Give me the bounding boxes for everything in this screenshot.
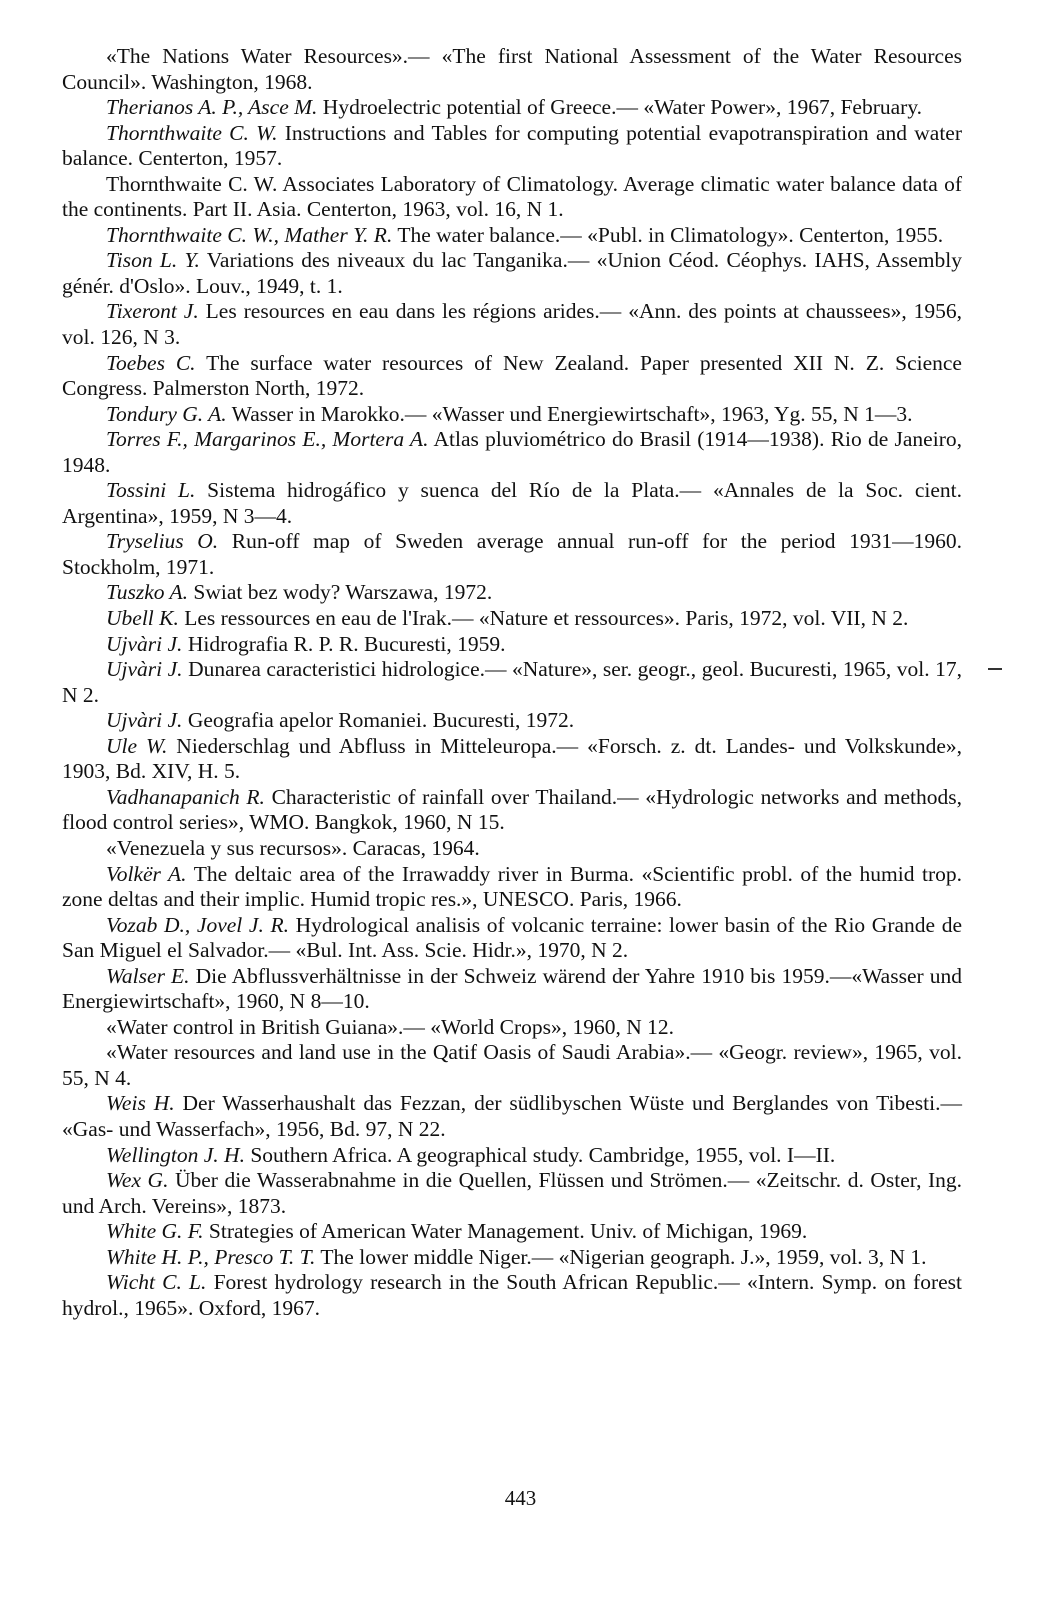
entry-author: Tixeront J. <box>106 299 199 324</box>
entry-author: Walser E. <box>106 963 190 988</box>
bibliography-entry <box>62 529 962 580</box>
entry-author: Tondury G. A. <box>106 401 227 426</box>
bibliography-entry <box>62 862 962 913</box>
bibliography-entry <box>62 606 962 632</box>
entry-text: The surface water resources of New Zealand. Paper presented XII N. Z. Science Congress. Palmerston North, 1972. <box>62 350 962 401</box>
entry-author: Ubell K. <box>106 606 179 631</box>
entry-text: Thornthwaite C. W. Associates Laboratory of Climatology. Average climatic water balance data of the continents. Part II. Asia. Centerton, 1963, vol. 16, N 1. <box>62 171 962 222</box>
entry-text: Swiat bez wody? Warszawa, 1972. <box>193 580 493 605</box>
bibliography-entry <box>62 708 962 734</box>
entry-text: «Water resources and land use in the Qatif Oasis of Saudi Arabia».— «Geogr. review», 1965, vol. 55, N 4. <box>62 1040 962 1090</box>
entry-text: «Venezuela y sus recursos». Caracas, 1964. <box>106 835 480 860</box>
entry-author: Thornthwaite C. W. <box>106 120 278 145</box>
entry-author: Thornthwaite C. W., Mather Y. R. <box>106 222 393 247</box>
entry-text: Hidrografia R. P. R. Bucuresti, 1959. <box>187 631 506 656</box>
bibliography-entry <box>62 95 962 121</box>
entry-text: Forest hydrology research in the South African Republic.— «Intern. Symp. on forest hydrol., 1965». Oxford, 1967. <box>62 1270 962 1320</box>
bibliography-entry <box>62 785 962 836</box>
entry-author: Volkër A. <box>106 861 187 886</box>
entry-text: «The Nations Water Resources».— «The first National Assessment of the Water Resources Council». Washington, 1968. <box>62 44 962 94</box>
margin-dash-mark <box>988 668 1002 670</box>
bibliography-entry <box>62 478 962 529</box>
bibliography-entry <box>62 1015 962 1041</box>
entry-text: Niederschlag und Abfluss in Mitteleuropa.— «Forsch. z. dt. Landes- und Volkskunde», 1903, Bd. XIV, H. 5. <box>62 733 963 784</box>
bibliography-entry <box>62 836 962 862</box>
entry-text: Les resources en eau dans les régions arides.— «Ann. des points at chaussees», 1956, vol. 126, N 3. <box>62 299 963 350</box>
bibliography-entry <box>62 964 962 1015</box>
bibliography-entry <box>62 248 962 299</box>
entry-text: Atlas pluviométrico do Brasil (1914—1938). Rio de Janeiro, 1948. <box>62 427 962 477</box>
entry-author: Wellington J. H. <box>106 1142 245 1167</box>
entry-author: Tuszko A. <box>106 580 189 605</box>
entry-text: Southern Africa. A geographical study. Cambridge, 1955, vol. I—II. <box>250 1142 836 1167</box>
entry-author: Weis H. <box>106 1091 175 1116</box>
bibliography-entry <box>62 913 962 964</box>
entry-text: The deltaic area of the Irrawaddy river in Burma. «Scientific probl. of the humid trop. zone deltas and their implic. Humid tropic res.», UNESCO. Paris, 1966. <box>62 861 962 912</box>
bibliography-entry <box>62 402 962 428</box>
bibliography-entry <box>62 44 962 95</box>
bibliography-entry <box>62 1245 962 1271</box>
bibliography-entry <box>62 1219 962 1245</box>
entry-text: Instructions and Tables for computing potential evapotranspiration and water balance. Centerton, 1957. <box>62 120 963 171</box>
entry-author: Vozab D., Jovel J. R. <box>106 912 289 937</box>
entry-author: Wicht C. L. <box>106 1270 207 1295</box>
bibliography-entry <box>62 427 962 478</box>
entry-text: Hydroelectric potential of Greece.— «Water Power», 1967, February. <box>322 95 923 120</box>
entry-author: Ujvàri J. <box>106 631 183 656</box>
bibliography-entry <box>62 657 962 708</box>
entry-text: Wasser in Marokko.— «Wasser und Energiewirtschaft», 1963, Yg. 55, N 1—3. <box>231 401 913 426</box>
entry-text: Über die Wasserabnahme in die Quellen, Flüssen und Strömen.— «Zeitschr. d. Oster, Ing. und Arch. Vereins», 1873. <box>62 1168 962 1218</box>
entry-author: White G. F. <box>106 1219 204 1244</box>
bibliography-entry <box>62 223 962 249</box>
page-number: 443 <box>504 1486 537 1510</box>
entry-text: Hydrological analisis of volcanic terraine: lower basin of the Rio Grande de San Miguel el Salvador.— «Bul. Int. Ass. Scie. Hidr.», 1970, N 2. <box>62 912 963 963</box>
entry-author: Torres F., Margarinos E., Mortera A. <box>106 427 429 452</box>
entry-text: Die Abflussverhältnisse in der Schweiz wärend der Yahre 1910 bis 1959.—«Wasser und Energiewirtschaft», 1960, N 8—10. <box>62 963 963 1014</box>
entry-text: Run-off map of Sweden average annual run-off for the period 1931—1960. Stockholm, 1971. <box>62 529 963 579</box>
bibliography-entry <box>62 351 962 402</box>
bibliography-entry <box>62 1091 962 1142</box>
entry-text: Strategies of American Water Management. Univ. of Michigan, 1969. <box>208 1219 808 1244</box>
bibliography-entry <box>62 734 962 785</box>
entry-author: Wex G. <box>106 1168 169 1193</box>
bibliography-entry <box>62 1270 962 1321</box>
entry-author: Toebes C. <box>106 350 196 375</box>
entry-text: The lower middle Niger.— «Nigerian geograph. J.», 1959, vol. 3, N 1. <box>320 1244 927 1269</box>
entry-text: The water balance.— «Publ. in Climatology». Centerton, 1955. <box>397 222 944 247</box>
entry-author: Tison L. Y. <box>106 248 200 273</box>
entry-author: Ule W. <box>106 733 168 758</box>
entry-text: Les ressources en eau de l'Irak.— «Nature et ressources». Paris, 1972, vol. VII, N 2. <box>184 606 909 631</box>
bibliography-entry <box>62 299 962 350</box>
entry-author: Ujvàri J. <box>106 708 183 733</box>
bibliography-entry <box>62 172 962 223</box>
entry-author: Tryselius O. <box>106 529 219 554</box>
entry-author: Vadhanapanich R. <box>106 784 265 809</box>
entry-text: Der Wasserhaushalt das Fezzan, der südlibyschen Wüste und Berglandes von Tibesti.— «Gas- und Wasserfach», 1956, Bd. 97, N 22. <box>62 1091 962 1141</box>
bibliography-entry <box>62 1040 962 1091</box>
entry-text: Dunarea caracteristici hidrologice.— «Nature», ser. geogr., geol. Bucuresti, 1965, vol. 17, N 2. <box>62 657 962 707</box>
entry-text: Variations des niveaux du lac Tanganika.— «Union Céod. Céophys. IAHS, Assembly génér. d'Oslo». Louv., 1949, t. 1. <box>62 248 962 298</box>
bibliography-entry <box>62 580 962 606</box>
bibliography-entry <box>62 1143 962 1169</box>
bibliography-entry <box>62 632 962 658</box>
bibliography-list <box>62 44 962 1321</box>
entry-author: Ujvàri J. <box>106 657 183 682</box>
entry-author: Therianos A. P., Asce M. <box>106 95 318 120</box>
entry-author: Tossini L. <box>106 478 196 503</box>
entry-text: «Water control in British Guiana».— «World Crops», 1960, N 12. <box>106 1014 675 1039</box>
entry-text: Characteristic of rainfall over Thailand.— «Hydrologic networks and methods, flood control series», WMO. Bangkok, 1960, N 15. <box>62 784 962 835</box>
entry-text: Geografia apelor Romaniei. Bucuresti, 1972. <box>187 708 575 733</box>
bibliography-entry <box>62 121 962 172</box>
entry-text: Sistema hidrogáfico y suenca del Río de la Plata.— «Annales de la Soc. cient. Argentina», 1959, N 3—4. <box>62 478 963 528</box>
entry-author: White H. P., Presco T. T. <box>106 1244 316 1269</box>
bibliography-entry <box>62 1168 962 1219</box>
